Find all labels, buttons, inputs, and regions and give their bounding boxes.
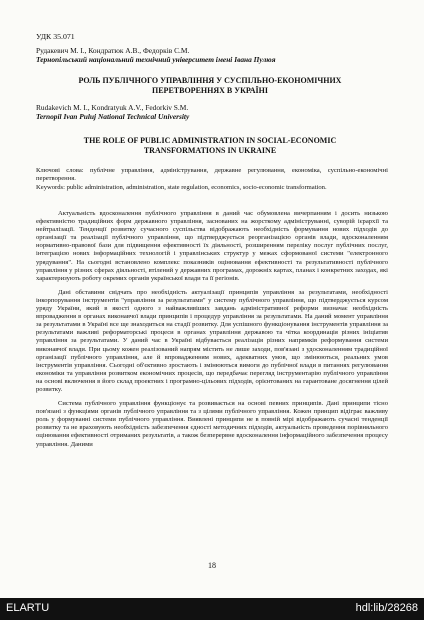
paragraph: Дані обставини свідчать про необхідність актуалізації принципів управління за результатами, необхідності інкорпорування інструментів "управління за результатами" у систему публічного управління, що підтверджується курсом уряду України, який в якості одного з найважливіших завдань адміністративної реформи визначає необхідність впровадження в органах виконавчої влади принципів і процедур управління за результатами. На даний момент управління за результатами в Україні все ще знаходиться на стадії розвитку. Для успішного функціонування інструментів управління за результатами важливі реформаторські процеси в органах управління державою та чітка координація різних ініціатив управління за результатами. У даний час в Україні відбувається реалізація різних напрямків реформування системи виконавчої влади. При цьому кожен реалізований напрям містить не лише заходи, пов'язані з удосконаленням традиційної організації публічного управління, але й впровадженням нових, адекватних умов, що змінюються, реальних умов інструментів управління. Сьогодні об'єктивно зростають і змінюються вимоги до публічної влади в питаннях регулювання економіки та управління розвитком економічних процесів, що передбачає перегляд інструментарію публічного управління на основі включення в його склад проектних і програмно-цільових підходів, орієнтованих на гарантоване досягнення цілей розвитку. [36, 288, 388, 393]
authors-english: Rudakevich M. I., Kondratyuk A.V., Fedorkiv S.M. [36, 103, 189, 112]
handle-identifier: hdl:lib/28268 [355, 602, 418, 614]
title-ukrainian: РОЛЬ ПУБЛІЧНОГО УПРАВЛІННЯ У СУСПІЛЬНО-ЕКОНОМІЧНИХ ПЕРЕТВОРЕННЯХ В УКРАЇНІ [78, 76, 342, 95]
repository-footer-bar [0, 598, 424, 620]
repository-name: ELARTU [6, 602, 50, 614]
authors-ukrainian: Рудакевич М. І., Кондратюк А.В., Федорків С.М. [36, 46, 190, 55]
affiliation-english: Ternopil Ivan Puluj National Technical University [36, 112, 190, 121]
keywords-ukrainian: Ключові слова: публічне управління, адміністрування, державне регулювання, економіка, суспільно-економічні перетворення. [36, 167, 388, 182]
keywords-english: Keywords: public administration, administration, state regulation, economics, socio-economic transformation. [36, 184, 327, 191]
paragraph: Актуальність вдосконалення публічного управління в даний час обумовлена вичерпанням і досить низькою ефективністю традиційних форм державного управління, заснованих на жорсткому адмініструванні, суворій ієрархії та нейтралізації. Тенденції розвитку сучасного суспільства відображають необхідність формування нових підходів до організації та реалізації публічного управління, що підтверджується реорганізацією органів влади, вдосконаленням нормативно-правової бази для підвищення ефективності їх діяльності, розширенням переліку послуг публічних послуг, інтеграцією нових інформаційних технологій і управлінських структур у межах сформованої системи "електронного урядування". На сьогодні встановлено комплекс показників оцінювання ефективності та результативності публічного управління у різних сферах діяльності, втілений у державних програмах, дорожніх картах, планах і конкретних заходах, які характеризують роботу окремих органів української влади та її регіонів. [36, 210, 388, 282]
page-number: 18 [208, 561, 216, 570]
udk-code: УДК 35.071 [36, 32, 75, 41]
affiliation-ukrainian: Тернопільський національний технічний університет імені Івана Пулюя [36, 55, 276, 64]
article-body [36, 210, 388, 455]
paragraph: Система публічного управління функціонує та розвивається на основі певних принципів. Дані принципи тісно пов'язані з функціями органів публічного управління та з цілями публічного управління. Кожен принцип відіграє важливу роль у формуванні системи публічного управління. Виявлені принципи не в повній мірі відображають сучасні тенденції розвитку та не враховують необхідність забезпечення єдності методичних підходів, актуальність проведення порівняльного оцінювання ефективності отриманих результатів, а також безперервне вдосконалення інформаційного забезпечення процесу управління. Даними [36, 400, 388, 448]
title-english: THE ROLE OF PUBLIC ADMINISTRATION IN SOCIAL-ECONOMIC TRANSFORMATIONS IN UKRAINE [83, 136, 337, 155]
